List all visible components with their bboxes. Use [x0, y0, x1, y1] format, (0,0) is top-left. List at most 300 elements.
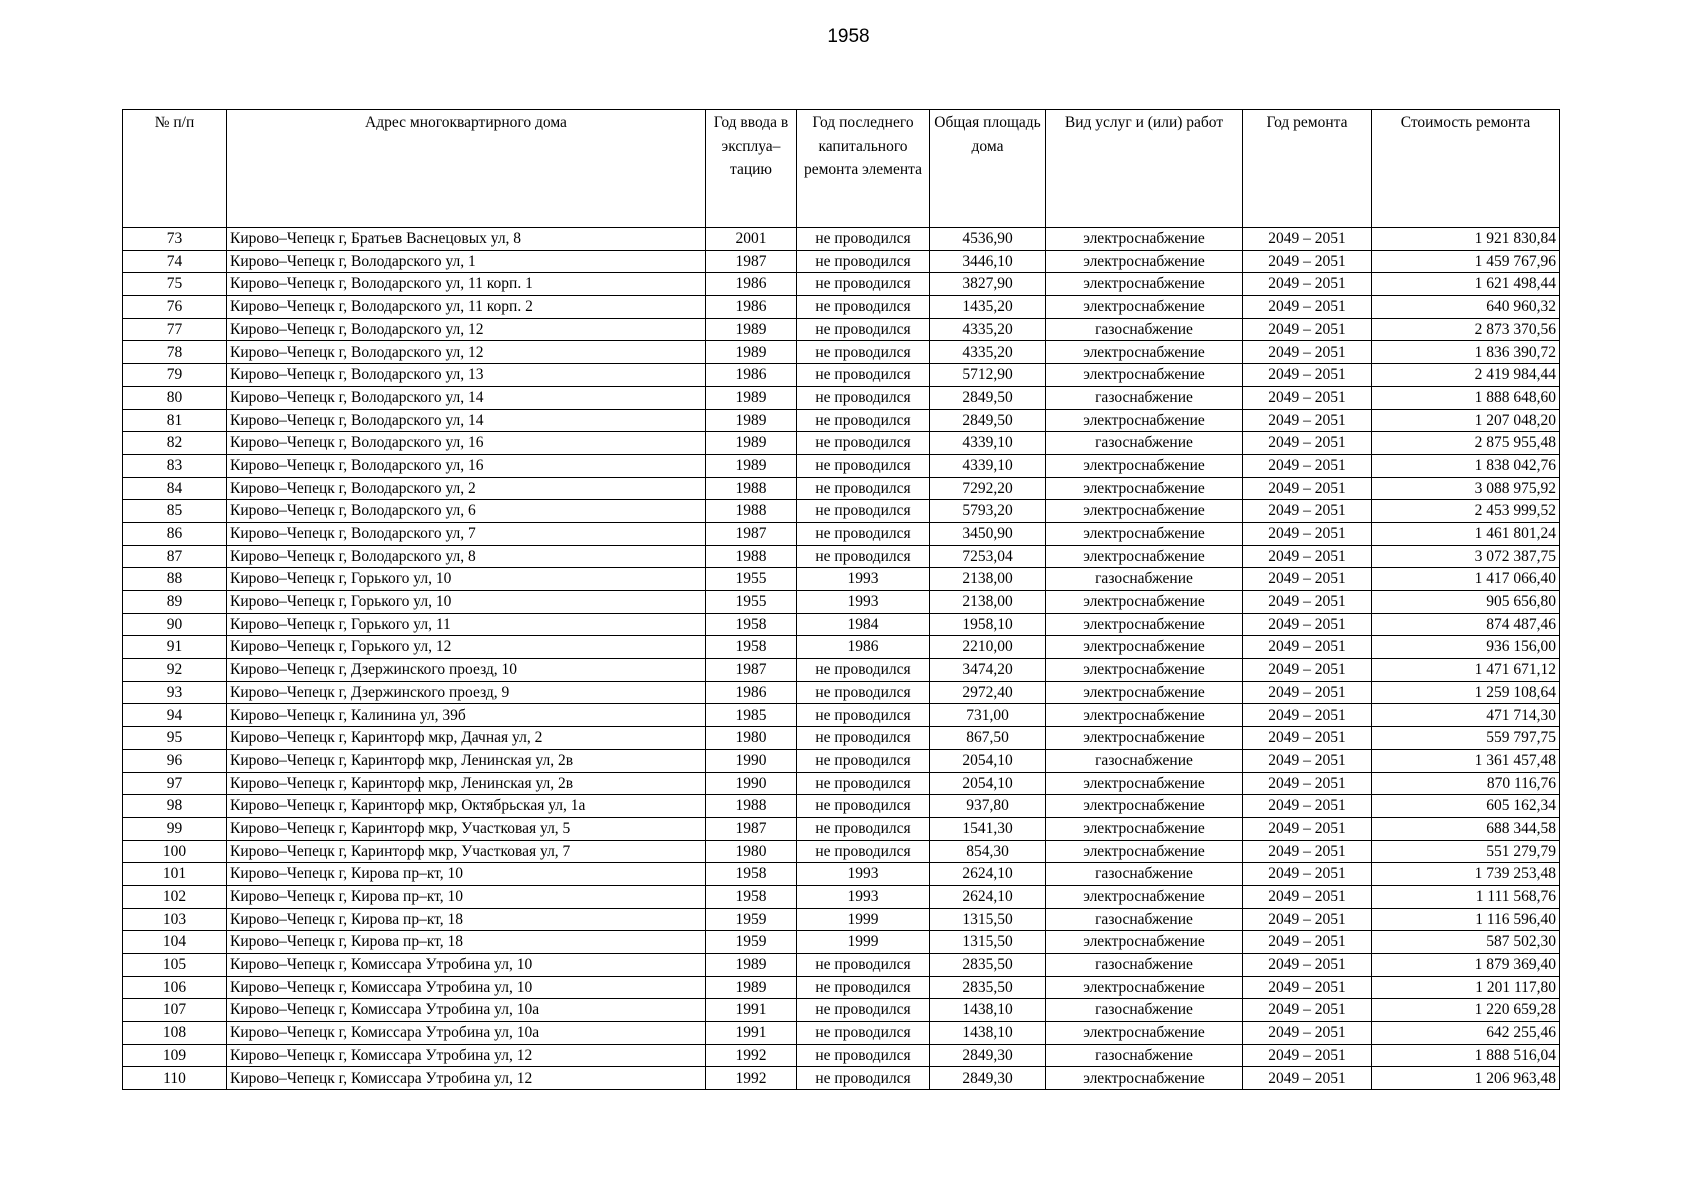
- cell-repair-cost: 688 344,58: [1372, 817, 1560, 840]
- cell-address: Кирово–Чепецк г, Каринторф мкр, Ленинская ул, 2в: [227, 772, 706, 795]
- cell-service-type: газоснабжение: [1046, 432, 1243, 455]
- cell-commission-year: 1989: [706, 341, 797, 364]
- cell-repair-cost: 1 259 108,64: [1372, 681, 1560, 704]
- cell-commission-year: 1988: [706, 500, 797, 523]
- cell-address: Кирово–Чепецк г, Комиссара Утробина ул, 12: [227, 1067, 706, 1090]
- cell-repair-cost: 1 361 457,48: [1372, 749, 1560, 772]
- cell-total-area: 2624,10: [930, 885, 1046, 908]
- table-row: [123, 681, 1560, 704]
- cell-last-repair-year: не проводился: [797, 840, 930, 863]
- table-row: [123, 1022, 1560, 1045]
- cell-commission-year: 1958: [706, 863, 797, 886]
- cell-service-type: электроснабжение: [1046, 364, 1243, 387]
- header-service-type: Вид услуг и (или) работ: [1046, 110, 1243, 228]
- table-row: [123, 772, 1560, 795]
- cell-service-type: электроснабжение: [1046, 454, 1243, 477]
- cell-last-repair-year: 1993: [797, 885, 930, 908]
- header-repair-cost: Стоимость ремонта: [1372, 110, 1560, 228]
- cell-total-area: 7253,04: [930, 545, 1046, 568]
- cell-last-repair-year: не проводился: [797, 386, 930, 409]
- cell-number: 84: [123, 477, 227, 500]
- cell-repair-year: 2049 – 2051: [1243, 250, 1372, 273]
- cell-number: 88: [123, 568, 227, 591]
- cell-commission-year: 1987: [706, 250, 797, 273]
- cell-number: 82: [123, 432, 227, 455]
- cell-repair-year: 2049 – 2051: [1243, 727, 1372, 750]
- header-repair-year: Год ремонта: [1243, 110, 1372, 228]
- table-row: [123, 863, 1560, 886]
- cell-number: 105: [123, 954, 227, 977]
- table-row: [123, 795, 1560, 818]
- cell-last-repair-year: не проводился: [797, 228, 930, 251]
- cell-service-type: электроснабжение: [1046, 613, 1243, 636]
- cell-service-type: электроснабжение: [1046, 727, 1243, 750]
- cell-total-area: 937,80: [930, 795, 1046, 818]
- cell-repair-year: 2049 – 2051: [1243, 817, 1372, 840]
- cell-service-type: электроснабжение: [1046, 500, 1243, 523]
- cell-total-area: 5712,90: [930, 364, 1046, 387]
- cell-number: 78: [123, 341, 227, 364]
- cell-total-area: 2835,50: [930, 976, 1046, 999]
- cell-service-type: электроснабжение: [1046, 273, 1243, 296]
- header-number: № п/п: [123, 110, 227, 228]
- cell-repair-cost: 3 072 387,75: [1372, 545, 1560, 568]
- cell-number: 80: [123, 386, 227, 409]
- cell-number: 103: [123, 908, 227, 931]
- header-total-area: Общая площадь дома: [930, 110, 1046, 228]
- cell-commission-year: 1980: [706, 727, 797, 750]
- cell-service-type: электроснабжение: [1046, 931, 1243, 954]
- cell-commission-year: 1955: [706, 591, 797, 614]
- cell-last-repair-year: не проводился: [797, 273, 930, 296]
- cell-address: Кирово–Чепецк г, Володарского ул, 13: [227, 364, 706, 387]
- cell-repair-cost: 1 888 516,04: [1372, 1044, 1560, 1067]
- cell-repair-year: 2049 – 2051: [1243, 522, 1372, 545]
- cell-repair-cost: 1 461 801,24: [1372, 522, 1560, 545]
- cell-number: 76: [123, 296, 227, 319]
- cell-total-area: 867,50: [930, 727, 1046, 750]
- cell-number: 87: [123, 545, 227, 568]
- table-row: [123, 659, 1560, 682]
- cell-commission-year: 1985: [706, 704, 797, 727]
- cell-service-type: газоснабжение: [1046, 863, 1243, 886]
- cell-last-repair-year: не проводился: [797, 704, 930, 727]
- cell-number: 74: [123, 250, 227, 273]
- cell-commission-year: 1986: [706, 296, 797, 319]
- cell-commission-year: 1955: [706, 568, 797, 591]
- cell-number: 110: [123, 1067, 227, 1090]
- cell-repair-year: 2049 – 2051: [1243, 568, 1372, 591]
- cell-service-type: электроснабжение: [1046, 228, 1243, 251]
- repair-register-table: [122, 109, 1560, 1090]
- cell-last-repair-year: не проводился: [797, 1067, 930, 1090]
- cell-commission-year: 1991: [706, 1022, 797, 1045]
- cell-service-type: газоснабжение: [1046, 908, 1243, 931]
- cell-service-type: газоснабжение: [1046, 1044, 1243, 1067]
- page-number: 1958: [827, 26, 870, 47]
- table-row: [123, 1044, 1560, 1067]
- cell-last-repair-year: не проводился: [797, 681, 930, 704]
- cell-total-area: 2138,00: [930, 568, 1046, 591]
- cell-repair-cost: 640 960,32: [1372, 296, 1560, 319]
- cell-total-area: 3474,20: [930, 659, 1046, 682]
- table-row: [123, 318, 1560, 341]
- cell-total-area: 2849,30: [930, 1067, 1046, 1090]
- cell-service-type: электроснабжение: [1046, 477, 1243, 500]
- table-row: [123, 727, 1560, 750]
- cell-total-area: 2849,50: [930, 409, 1046, 432]
- cell-address: Кирово–Чепецк г, Братьев Васнецовых ул, 8: [227, 228, 706, 251]
- cell-repair-cost: 1 838 042,76: [1372, 454, 1560, 477]
- cell-total-area: 7292,20: [930, 477, 1046, 500]
- cell-commission-year: 1992: [706, 1044, 797, 1067]
- cell-last-repair-year: 1993: [797, 591, 930, 614]
- cell-address: Кирово–Чепецк г, Каринторф мкр, Ленинская ул, 2в: [227, 749, 706, 772]
- cell-commission-year: 1958: [706, 613, 797, 636]
- cell-last-repair-year: 1993: [797, 568, 930, 591]
- cell-last-repair-year: не проводился: [797, 976, 930, 999]
- cell-last-repair-year: 1999: [797, 931, 930, 954]
- cell-number: 98: [123, 795, 227, 818]
- cell-last-repair-year: не проводился: [797, 364, 930, 387]
- table-row: [123, 976, 1560, 999]
- cell-repair-cost: 1 116 596,40: [1372, 908, 1560, 931]
- cell-address: Кирово–Чепецк г, Горького ул, 10: [227, 568, 706, 591]
- cell-repair-cost: 471 714,30: [1372, 704, 1560, 727]
- cell-number: 92: [123, 659, 227, 682]
- cell-number: 79: [123, 364, 227, 387]
- cell-commission-year: 1988: [706, 545, 797, 568]
- cell-repair-year: 2049 – 2051: [1243, 840, 1372, 863]
- cell-commission-year: 1989: [706, 432, 797, 455]
- table-row: [123, 613, 1560, 636]
- cell-repair-year: 2049 – 2051: [1243, 1067, 1372, 1090]
- cell-last-repair-year: 1984: [797, 613, 930, 636]
- cell-service-type: электроснабжение: [1046, 681, 1243, 704]
- cell-total-area: 2849,30: [930, 1044, 1046, 1067]
- table-row: [123, 522, 1560, 545]
- cell-service-type: электроснабжение: [1046, 545, 1243, 568]
- cell-address: Кирово–Чепецк г, Каринторф мкр, Участковая ул, 5: [227, 817, 706, 840]
- cell-last-repair-year: не проводился: [797, 1044, 930, 1067]
- cell-last-repair-year: не проводился: [797, 545, 930, 568]
- cell-total-area: 4536,90: [930, 228, 1046, 251]
- cell-address: Кирово–Чепецк г, Каринторф мкр, Октябрьская ул, 1а: [227, 795, 706, 818]
- cell-service-type: электроснабжение: [1046, 885, 1243, 908]
- cell-commission-year: 1959: [706, 931, 797, 954]
- cell-total-area: 2210,00: [930, 636, 1046, 659]
- cell-repair-year: 2049 – 2051: [1243, 749, 1372, 772]
- cell-repair-year: 2049 – 2051: [1243, 613, 1372, 636]
- cell-last-repair-year: не проводился: [797, 296, 930, 319]
- cell-address: Кирово–Чепецк г, Володарского ул, 14: [227, 409, 706, 432]
- cell-repair-year: 2049 – 2051: [1243, 863, 1372, 886]
- cell-last-repair-year: не проводился: [797, 817, 930, 840]
- cell-address: Кирово–Чепецк г, Дзержинского проезд, 9: [227, 681, 706, 704]
- cell-service-type: электроснабжение: [1046, 409, 1243, 432]
- cell-address: Кирово–Чепецк г, Кирова пр–кт, 18: [227, 931, 706, 954]
- cell-repair-year: 2049 – 2051: [1243, 296, 1372, 319]
- cell-repair-year: 2049 – 2051: [1243, 432, 1372, 455]
- cell-address: Кирово–Чепецк г, Каринторф мкр, Дачная ул, 2: [227, 727, 706, 750]
- cell-repair-year: 2049 – 2051: [1243, 659, 1372, 682]
- cell-service-type: электроснабжение: [1046, 840, 1243, 863]
- cell-commission-year: 1959: [706, 908, 797, 931]
- cell-commission-year: 1989: [706, 976, 797, 999]
- cell-address: Кирово–Чепецк г, Кирова пр–кт, 18: [227, 908, 706, 931]
- cell-repair-cost: 2 419 984,44: [1372, 364, 1560, 387]
- cell-last-repair-year: 1986: [797, 636, 930, 659]
- cell-commission-year: 1989: [706, 409, 797, 432]
- cell-total-area: 1315,50: [930, 908, 1046, 931]
- cell-number: 97: [123, 772, 227, 795]
- cell-address: Кирово–Чепецк г, Володарского ул, 2: [227, 477, 706, 500]
- cell-number: 107: [123, 999, 227, 1022]
- cell-last-repair-year: не проводился: [797, 522, 930, 545]
- cell-repair-year: 2049 – 2051: [1243, 1044, 1372, 1067]
- cell-repair-cost: 605 162,34: [1372, 795, 1560, 818]
- cell-repair-year: 2049 – 2051: [1243, 976, 1372, 999]
- cell-last-repair-year: не проводился: [797, 477, 930, 500]
- cell-total-area: 1435,20: [930, 296, 1046, 319]
- cell-address: Кирово–Чепецк г, Володарского ул, 16: [227, 454, 706, 477]
- cell-address: Кирово–Чепецк г, Горького ул, 12: [227, 636, 706, 659]
- cell-address: Кирово–Чепецк г, Володарского ул, 12: [227, 318, 706, 341]
- cell-repair-year: 2049 – 2051: [1243, 545, 1372, 568]
- cell-number: 108: [123, 1022, 227, 1045]
- cell-service-type: электроснабжение: [1046, 1022, 1243, 1045]
- table-body: [123, 228, 1560, 1090]
- cell-service-type: электроснабжение: [1046, 250, 1243, 273]
- cell-address: Кирово–Чепецк г, Каринторф мкр, Участковая ул, 7: [227, 840, 706, 863]
- cell-repair-year: 2049 – 2051: [1243, 885, 1372, 908]
- cell-service-type: электроснабжение: [1046, 636, 1243, 659]
- cell-service-type: электроснабжение: [1046, 341, 1243, 364]
- cell-commission-year: 1989: [706, 386, 797, 409]
- cell-repair-cost: 1 111 568,76: [1372, 885, 1560, 908]
- cell-number: 102: [123, 885, 227, 908]
- cell-total-area: 3446,10: [930, 250, 1046, 273]
- cell-repair-cost: 559 797,75: [1372, 727, 1560, 750]
- cell-total-area: 3450,90: [930, 522, 1046, 545]
- cell-repair-cost: 3 088 975,92: [1372, 477, 1560, 500]
- table-row: [123, 636, 1560, 659]
- table-row: [123, 817, 1560, 840]
- table-row: [123, 591, 1560, 614]
- cell-last-repair-year: не проводился: [797, 749, 930, 772]
- cell-repair-year: 2049 – 2051: [1243, 409, 1372, 432]
- cell-repair-cost: 1 206 963,48: [1372, 1067, 1560, 1090]
- table-row: [123, 568, 1560, 591]
- cell-last-repair-year: не проводился: [797, 999, 930, 1022]
- cell-total-area: 1958,10: [930, 613, 1046, 636]
- table-row: [123, 954, 1560, 977]
- cell-service-type: газоснабжение: [1046, 568, 1243, 591]
- cell-repair-cost: 1 207 048,20: [1372, 409, 1560, 432]
- cell-service-type: газоснабжение: [1046, 318, 1243, 341]
- cell-address: Кирово–Чепецк г, Володарского ул, 8: [227, 545, 706, 568]
- cell-address: Кирово–Чепецк г, Володарского ул, 7: [227, 522, 706, 545]
- cell-commission-year: 1988: [706, 795, 797, 818]
- cell-number: 104: [123, 931, 227, 954]
- cell-repair-year: 2049 – 2051: [1243, 500, 1372, 523]
- cell-address: Кирово–Чепецк г, Комиссара Утробина ул, 10: [227, 954, 706, 977]
- cell-address: Кирово–Чепецк г, Володарского ул, 12: [227, 341, 706, 364]
- cell-total-area: 2835,50: [930, 954, 1046, 977]
- cell-number: 73: [123, 228, 227, 251]
- cell-service-type: электроснабжение: [1046, 976, 1243, 999]
- cell-total-area: 1438,10: [930, 999, 1046, 1022]
- table-row: [123, 454, 1560, 477]
- header-commission-year: Год ввода в эксплуа–тацию: [706, 110, 797, 228]
- cell-repair-cost: 2 875 955,48: [1372, 432, 1560, 455]
- table-row: [123, 1067, 1560, 1090]
- cell-commission-year: 1958: [706, 636, 797, 659]
- cell-address: Кирово–Чепецк г, Володарского ул, 6: [227, 500, 706, 523]
- cell-repair-cost: 1 879 369,40: [1372, 954, 1560, 977]
- cell-last-repair-year: не проводился: [797, 500, 930, 523]
- cell-repair-cost: 1 201 117,80: [1372, 976, 1560, 999]
- cell-total-area: 1541,30: [930, 817, 1046, 840]
- table-row: [123, 999, 1560, 1022]
- cell-last-repair-year: не проводился: [797, 795, 930, 818]
- table-row: [123, 341, 1560, 364]
- table-row: [123, 749, 1560, 772]
- cell-last-repair-year: не проводился: [797, 727, 930, 750]
- cell-service-type: электроснабжение: [1046, 659, 1243, 682]
- cell-number: 89: [123, 591, 227, 614]
- cell-service-type: газоснабжение: [1046, 999, 1243, 1022]
- cell-repair-cost: 1 739 253,48: [1372, 863, 1560, 886]
- cell-last-repair-year: не проводился: [797, 341, 930, 364]
- cell-repair-year: 2049 – 2051: [1243, 681, 1372, 704]
- cell-commission-year: 1989: [706, 454, 797, 477]
- table-row: [123, 545, 1560, 568]
- cell-service-type: электроснабжение: [1046, 591, 1243, 614]
- cell-commission-year: 1986: [706, 273, 797, 296]
- cell-last-repair-year: 1999: [797, 908, 930, 931]
- cell-repair-year: 2049 – 2051: [1243, 364, 1372, 387]
- cell-total-area: 2054,10: [930, 772, 1046, 795]
- cell-repair-cost: 936 156,00: [1372, 636, 1560, 659]
- cell-repair-year: 2049 – 2051: [1243, 341, 1372, 364]
- cell-address: Кирово–Чепецк г, Володарского ул, 1: [227, 250, 706, 273]
- cell-service-type: электроснабжение: [1046, 1067, 1243, 1090]
- cell-service-type: газоснабжение: [1046, 954, 1243, 977]
- cell-repair-cost: 2 873 370,56: [1372, 318, 1560, 341]
- cell-repair-cost: 642 255,46: [1372, 1022, 1560, 1045]
- cell-address: Кирово–Чепецк г, Володарского ул, 11 корп. 2: [227, 296, 706, 319]
- cell-total-area: 4335,20: [930, 318, 1046, 341]
- cell-repair-year: 2049 – 2051: [1243, 795, 1372, 818]
- table-row: [123, 432, 1560, 455]
- cell-number: 100: [123, 840, 227, 863]
- cell-address: Кирово–Чепецк г, Володарского ул, 16: [227, 432, 706, 455]
- cell-total-area: 731,00: [930, 704, 1046, 727]
- cell-address: Кирово–Чепецк г, Кирова пр–кт, 10: [227, 863, 706, 886]
- cell-repair-year: 2049 – 2051: [1243, 954, 1372, 977]
- cell-repair-year: 2049 – 2051: [1243, 908, 1372, 931]
- cell-number: 85: [123, 500, 227, 523]
- cell-total-area: 2138,00: [930, 591, 1046, 614]
- cell-last-repair-year: не проводился: [797, 318, 930, 341]
- cell-number: 81: [123, 409, 227, 432]
- cell-repair-year: 2049 – 2051: [1243, 228, 1372, 251]
- cell-total-area: 4339,10: [930, 454, 1046, 477]
- cell-commission-year: 1992: [706, 1067, 797, 1090]
- cell-last-repair-year: не проводился: [797, 954, 930, 977]
- table-row: [123, 931, 1560, 954]
- table-row: [123, 840, 1560, 863]
- cell-number: 75: [123, 273, 227, 296]
- cell-repair-cost: 874 487,46: [1372, 613, 1560, 636]
- cell-last-repair-year: 1993: [797, 863, 930, 886]
- cell-last-repair-year: не проводился: [797, 409, 930, 432]
- cell-number: 109: [123, 1044, 227, 1067]
- cell-last-repair-year: не проводился: [797, 250, 930, 273]
- cell-total-area: 2972,40: [930, 681, 1046, 704]
- table-row: [123, 885, 1560, 908]
- cell-number: 94: [123, 704, 227, 727]
- cell-repair-year: 2049 – 2051: [1243, 318, 1372, 341]
- cell-repair-year: 2049 – 2051: [1243, 772, 1372, 795]
- cell-commission-year: 1988: [706, 477, 797, 500]
- cell-number: 93: [123, 681, 227, 704]
- cell-address: Кирово–Чепецк г, Володарского ул, 14: [227, 386, 706, 409]
- cell-service-type: электроснабжение: [1046, 772, 1243, 795]
- table-header-row: [123, 110, 1560, 228]
- cell-number: 91: [123, 636, 227, 659]
- cell-number: 106: [123, 976, 227, 999]
- cell-last-repair-year: не проводился: [797, 772, 930, 795]
- cell-number: 96: [123, 749, 227, 772]
- cell-address: Кирово–Чепецк г, Кирова пр–кт, 10: [227, 885, 706, 908]
- cell-total-area: 4339,10: [930, 432, 1046, 455]
- header-last-repair-year: Год последнего капитального ремонта элемента: [797, 110, 930, 228]
- cell-repair-year: 2049 – 2051: [1243, 999, 1372, 1022]
- header-address: Адрес многоквартирного дома: [227, 110, 706, 228]
- cell-commission-year: 1986: [706, 681, 797, 704]
- cell-total-area: 2624,10: [930, 863, 1046, 886]
- cell-total-area: 3827,90: [930, 273, 1046, 296]
- cell-last-repair-year: не проводился: [797, 1022, 930, 1045]
- table-row: [123, 477, 1560, 500]
- cell-address: Кирово–Чепецк г, Комиссара Утробина ул, 12: [227, 1044, 706, 1067]
- cell-repair-cost: 1 621 498,44: [1372, 273, 1560, 296]
- cell-commission-year: 1987: [706, 659, 797, 682]
- cell-number: 90: [123, 613, 227, 636]
- cell-repair-cost: 1 459 767,96: [1372, 250, 1560, 273]
- table-row: [123, 908, 1560, 931]
- cell-number: 83: [123, 454, 227, 477]
- table-row: [123, 296, 1560, 319]
- cell-service-type: электроснабжение: [1046, 795, 1243, 818]
- cell-total-area: 854,30: [930, 840, 1046, 863]
- cell-commission-year: 2001: [706, 228, 797, 251]
- cell-repair-year: 2049 – 2051: [1243, 931, 1372, 954]
- cell-repair-year: 2049 – 2051: [1243, 636, 1372, 659]
- table-row: [123, 704, 1560, 727]
- cell-number: 101: [123, 863, 227, 886]
- cell-repair-cost: 587 502,30: [1372, 931, 1560, 954]
- cell-address: Кирово–Чепецк г, Калинина ул, 39б: [227, 704, 706, 727]
- cell-total-area: 1315,50: [930, 931, 1046, 954]
- cell-commission-year: 1989: [706, 318, 797, 341]
- cell-number: 77: [123, 318, 227, 341]
- cell-address: Кирово–Чепецк г, Володарского ул, 11 корп. 1: [227, 273, 706, 296]
- table-row: [123, 273, 1560, 296]
- cell-repair-cost: 2 453 999,52: [1372, 500, 1560, 523]
